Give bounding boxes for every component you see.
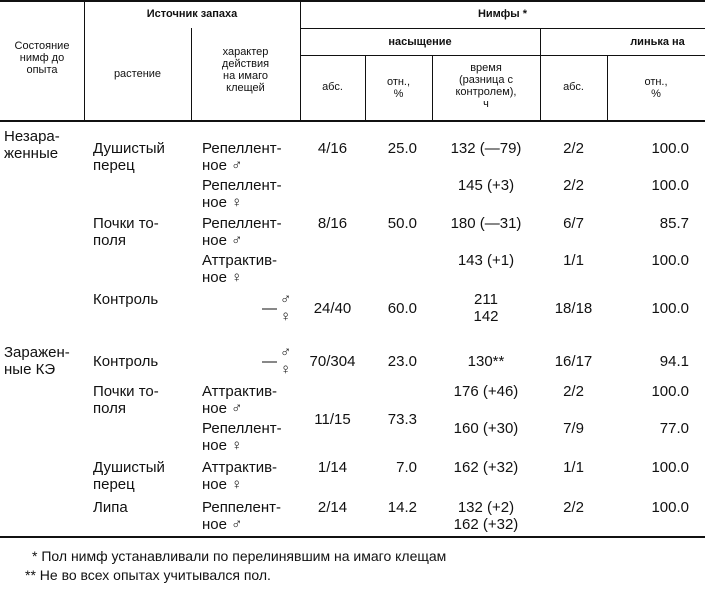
cell-time: 160 (+30) [453,420,519,437]
plant-poplar-1: Почки то- поля [93,215,159,249]
cell-time: 132 (+2) 162 (+32) [453,499,519,533]
header-rel: отн., % [386,76,411,100]
sex-control-2: ♂ ♀ [280,344,292,378]
cell-molt-rel: 100.0 [651,300,689,317]
cell-molt-abs: 2/2 [563,177,584,194]
cell-rel: 14.2 [387,499,417,516]
effect-poplar-2-male: Аттрактив- ное ♂ [202,383,278,417]
cell-rel: 73.3 [387,411,417,428]
cell-rel: 23.0 [387,353,417,370]
cell-molt-abs: 2/2 [563,383,584,400]
cell-time: 162 (+32) [453,459,519,476]
group-uninfected: Незара- женные [4,128,60,162]
rule-bottom [0,536,705,538]
effect-poplar-1-male: Репеллент- ное ♂ [202,215,282,249]
cell-time: 130** [467,353,505,370]
effect-control-1: — [262,300,277,317]
cell-abs: 8/16 [317,215,348,232]
cell-rel: 25.0 [387,140,417,157]
plant-pepper-1: Душистый перец [93,140,165,174]
cell-molt-rel: 77.0 [659,420,689,437]
effect-linden: Реппелент- ное ♂ [202,499,282,533]
effect-poplar-2-female: Репеллент- ное ♀ [202,420,282,454]
vrule-6 [540,28,541,121]
cell-time: 145 (+3) [457,177,515,194]
header-effect: характер действия на имаго клещей [221,46,270,94]
rule-header-bottom [0,120,705,122]
cell-abs: 4/16 [317,140,348,157]
cell-molt-rel: 94.1 [659,353,689,370]
header-odor-source: Источник запаха [146,8,238,20]
plant-control-2: Контроль [93,353,159,370]
rule-header-2 [300,55,705,56]
cell-abs: 11/15 [314,411,351,428]
cell-molt-abs: 2/2 [563,140,584,157]
effect-pepper-1-male: Репеллент- ное ♂ [202,140,282,174]
cell-time: 143 (+1) [457,252,515,269]
header-molt: линька на [630,36,685,48]
cell-abs: 24/40 [313,300,352,317]
cell-molt-abs: 16/17 [554,353,593,370]
header-abs: абс. [322,81,343,93]
rule-top [0,0,705,2]
plant-poplar-2: Почки то- поля [93,383,159,417]
sex-control-1: ♂ ♀ [280,291,292,325]
header-nymphs: Нимфы * [477,8,528,20]
cell-abs: 2/14 [317,499,348,516]
cell-molt-rel: 100.0 [651,252,689,269]
header-abs2: абс. [563,81,584,93]
cell-molt-abs: 7/9 [563,420,584,437]
footnote-2: ** Не во всех опытах учитывался пол. [25,567,271,583]
effect-poplar-1-female: Аттрактив- ное ♀ [202,252,278,286]
header-saturation: насыщение [388,36,452,48]
rule-header-1 [300,28,705,29]
plant-control-1: Контроль [93,291,159,308]
cell-molt-rel: 100.0 [651,383,689,400]
cell-molt-rel: 100.0 [651,177,689,194]
header-plant: растение [113,68,162,80]
cell-molt-abs: 1/1 [563,252,584,269]
cell-molt-rel: 100.0 [651,459,689,476]
cell-time: 211 142 [473,291,499,325]
header-state: Состояние нимф до опыта [14,40,70,76]
footnote-1: * Пол нимф устанавливали по перелинявшим на имаго клещам [32,548,447,564]
header-rel2: отн., % [644,76,668,100]
cell-rel: 60.0 [387,300,417,317]
group-infected: Заражен- ные КЭ [4,344,70,378]
effect-pepper-1-female: Репеллент- ное ♀ [202,177,282,211]
cell-time: 180 (—31) [450,215,522,232]
cell-molt-rel: 85.7 [659,215,689,232]
cell-molt-abs: 1/1 [563,459,584,476]
cell-time: 132 (—79) [450,140,522,157]
cell-molt-abs: 6/7 [563,215,584,232]
cell-molt-abs: 18/18 [554,300,593,317]
cell-abs: 70/304 [309,353,356,370]
cell-abs: 1/14 [317,459,348,476]
cell-molt-abs: 2/2 [563,499,584,516]
cell-molt-rel: 100.0 [651,499,689,516]
effect-control-2: — [262,353,277,370]
cell-molt-rel: 100.0 [651,140,689,157]
header-time: время (разница с контролем), ч [455,62,517,110]
plant-pepper-2: Душистый перец [93,459,165,493]
cell-time: 176 (+46) [453,383,519,400]
cell-rel: 7.0 [396,459,417,476]
effect-pepper-2: Аттрактив- ное ♀ [202,459,278,493]
cell-rel: 50.0 [387,215,417,232]
plant-linden: Липа [93,499,128,516]
